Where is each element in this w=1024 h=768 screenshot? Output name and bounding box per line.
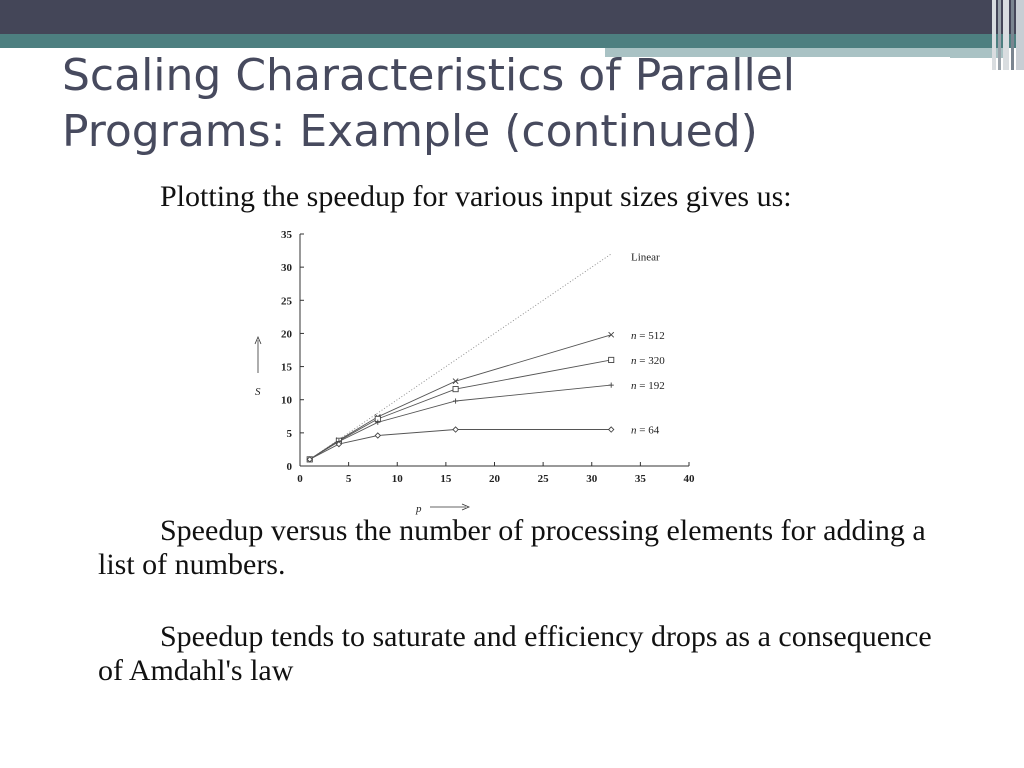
slide-title: Scaling Characteristics of Parallel Programs: Example (continued) [62,50,796,157]
data-point [609,357,614,362]
x-tick-label: 0 [297,473,303,485]
series-label: n = 64 [631,424,660,437]
y-axis-label: S [255,386,261,398]
series-line [310,254,612,460]
corner-stripes [992,0,1024,70]
series-label: n = 192 [631,380,665,393]
header-bar [0,0,1024,34]
y-tick-label: 35 [281,229,292,241]
x-tick-label: 40 [683,473,695,485]
data-point [453,379,458,384]
x-tick-label: 5 [345,473,352,485]
chart-labels [631,252,665,437]
data-point [609,332,614,337]
series-line [310,385,612,459]
chart-series [307,254,614,462]
data-point [453,387,458,392]
intro-text: Plotting the speedup for various input sizes gives us: [160,180,792,213]
y-tick-label: 30 [281,262,292,275]
series-line [310,360,612,460]
data-point [453,427,458,432]
series-label: n = 320 [631,354,665,367]
y-tick-label: 5 [286,427,292,440]
x-tick-label: 10 [391,473,403,485]
data-point [453,398,458,403]
x-tick-label: 35 [634,473,646,485]
accent-bar [0,34,1024,48]
y-tick-label: 15 [281,361,292,374]
caption-paragraph: Speedup versus the number of processing elements for adding a list of numbers. [98,514,926,581]
x-tick-label: 15 [440,473,452,485]
data-point [375,433,380,438]
speedup-chart [250,225,720,520]
x-tick-label: 25 [537,473,549,485]
y-tick-label: 0 [286,461,292,473]
y-tick-label: 25 [281,295,292,308]
chart-axes [255,229,695,515]
series-label: Linear [631,251,660,264]
x-tick-label: 20 [489,473,500,485]
y-tick-label: 10 [281,394,292,407]
data-point [609,427,614,432]
amdahl-paragraph: Speedup tends to saturate and efficiency drops as a consequence of Amdahl's law [98,620,932,687]
x-axis-label: p [416,503,422,515]
data-point [609,383,614,388]
series-label: n = 512 [631,329,665,342]
y-tick-label: 20 [281,328,292,341]
x-tick-label: 30 [586,473,598,485]
